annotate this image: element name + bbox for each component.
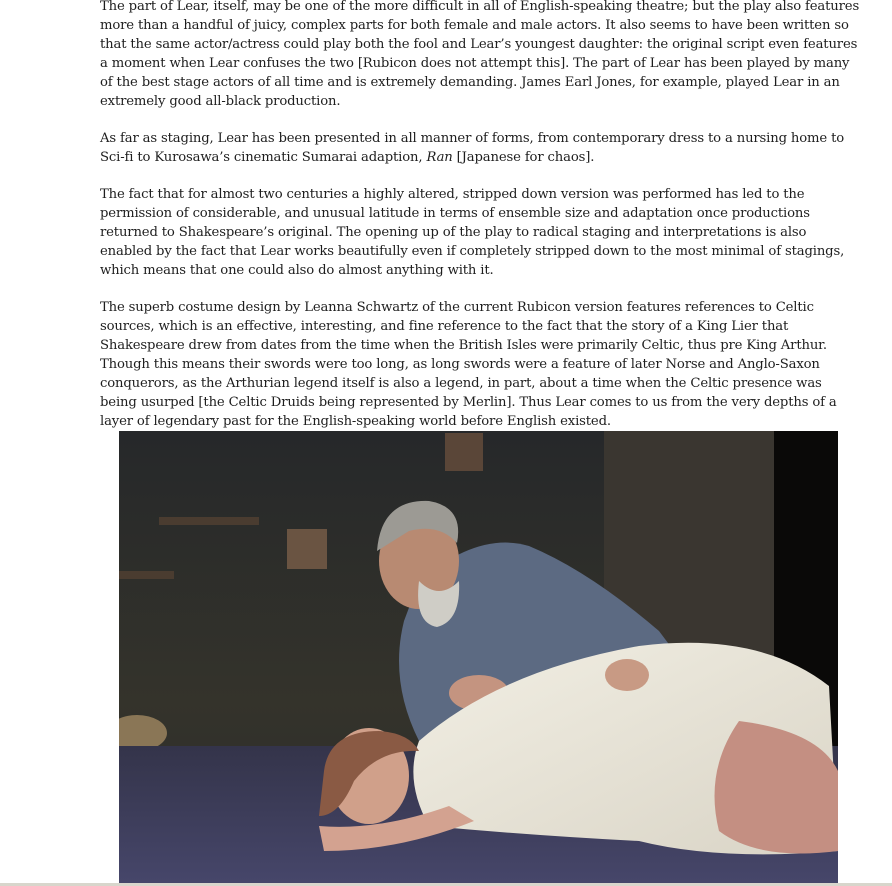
article-paragraph: The superb costume design by Leanna Schwartz of the current Rubicon version features references to Celtic sources, which is an effective, interesting, and fine reference to the fact that the story of a King Lier that Shakespeare drew from dates from the time when the British Isles were primarily Celtic, thus pre King Arthur. Though this means their swords were too long, as long swords were a feature of later Norse and Anglo-Saxon conquerors, as the Arthurian legend itself is also a legend, in part, about a time when the Celtic presence was being usurped [the Celtic Druids being represented by Merlin]. Thus Lear comes to us from the very depths of a layer of legendary past for the English-speaking world before English existed. xyxy=(100,300,837,429)
paragraph-text: As far as staging, Lear has been presented in all manner of forms, from contemporary dress to a nursing home to Sci-fi to Kurosawa’s cinematic Sumarai adaption, xyxy=(100,131,845,165)
paragraph-text: [Japanese for chaos]. xyxy=(452,150,595,165)
wall-plaque xyxy=(287,529,327,569)
actress-hand-on-dress xyxy=(605,659,649,691)
wall-plaque xyxy=(445,433,483,471)
production-photo-illustration xyxy=(119,431,838,883)
wall-shelf xyxy=(119,571,174,579)
production-photo xyxy=(119,431,838,883)
film-title: Ran xyxy=(426,150,453,165)
article-paragraph xyxy=(100,129,860,167)
article-paragraph: The fact that for almost two centuries a highly altered, stripped down version was performed has led to the permission of considerable, and unusual latitude in terms of ensemble size and adaptation once productions returned to Shakespeare’s original. The opening up of the play to radical staging and interpretations is also enabled by the fact that Lear works beautifully even if completely stripped down to the most minimal of stagings, which means that one could also do almost anything with it. xyxy=(100,187,845,278)
wall-shelf xyxy=(159,517,259,525)
article-paragraph: The part of Lear, itself, may be one of the more difficult in all of English-speaking theatre; but the play also features more than a handful of juicy, complex parts for both female and male actors. It also seems to have been written so that the same actor/actress could play both the fool and Lear’s youngest daughter: the original script even features a moment when Lear confuses the two [Rubicon does not attempt this]. The part of Lear has been played by many of the best stage actors of all time and is extremely demanding. James Earl Jones, for example, played Lear in an extremely good all-black production. xyxy=(100,0,860,109)
article-body xyxy=(100,0,860,449)
